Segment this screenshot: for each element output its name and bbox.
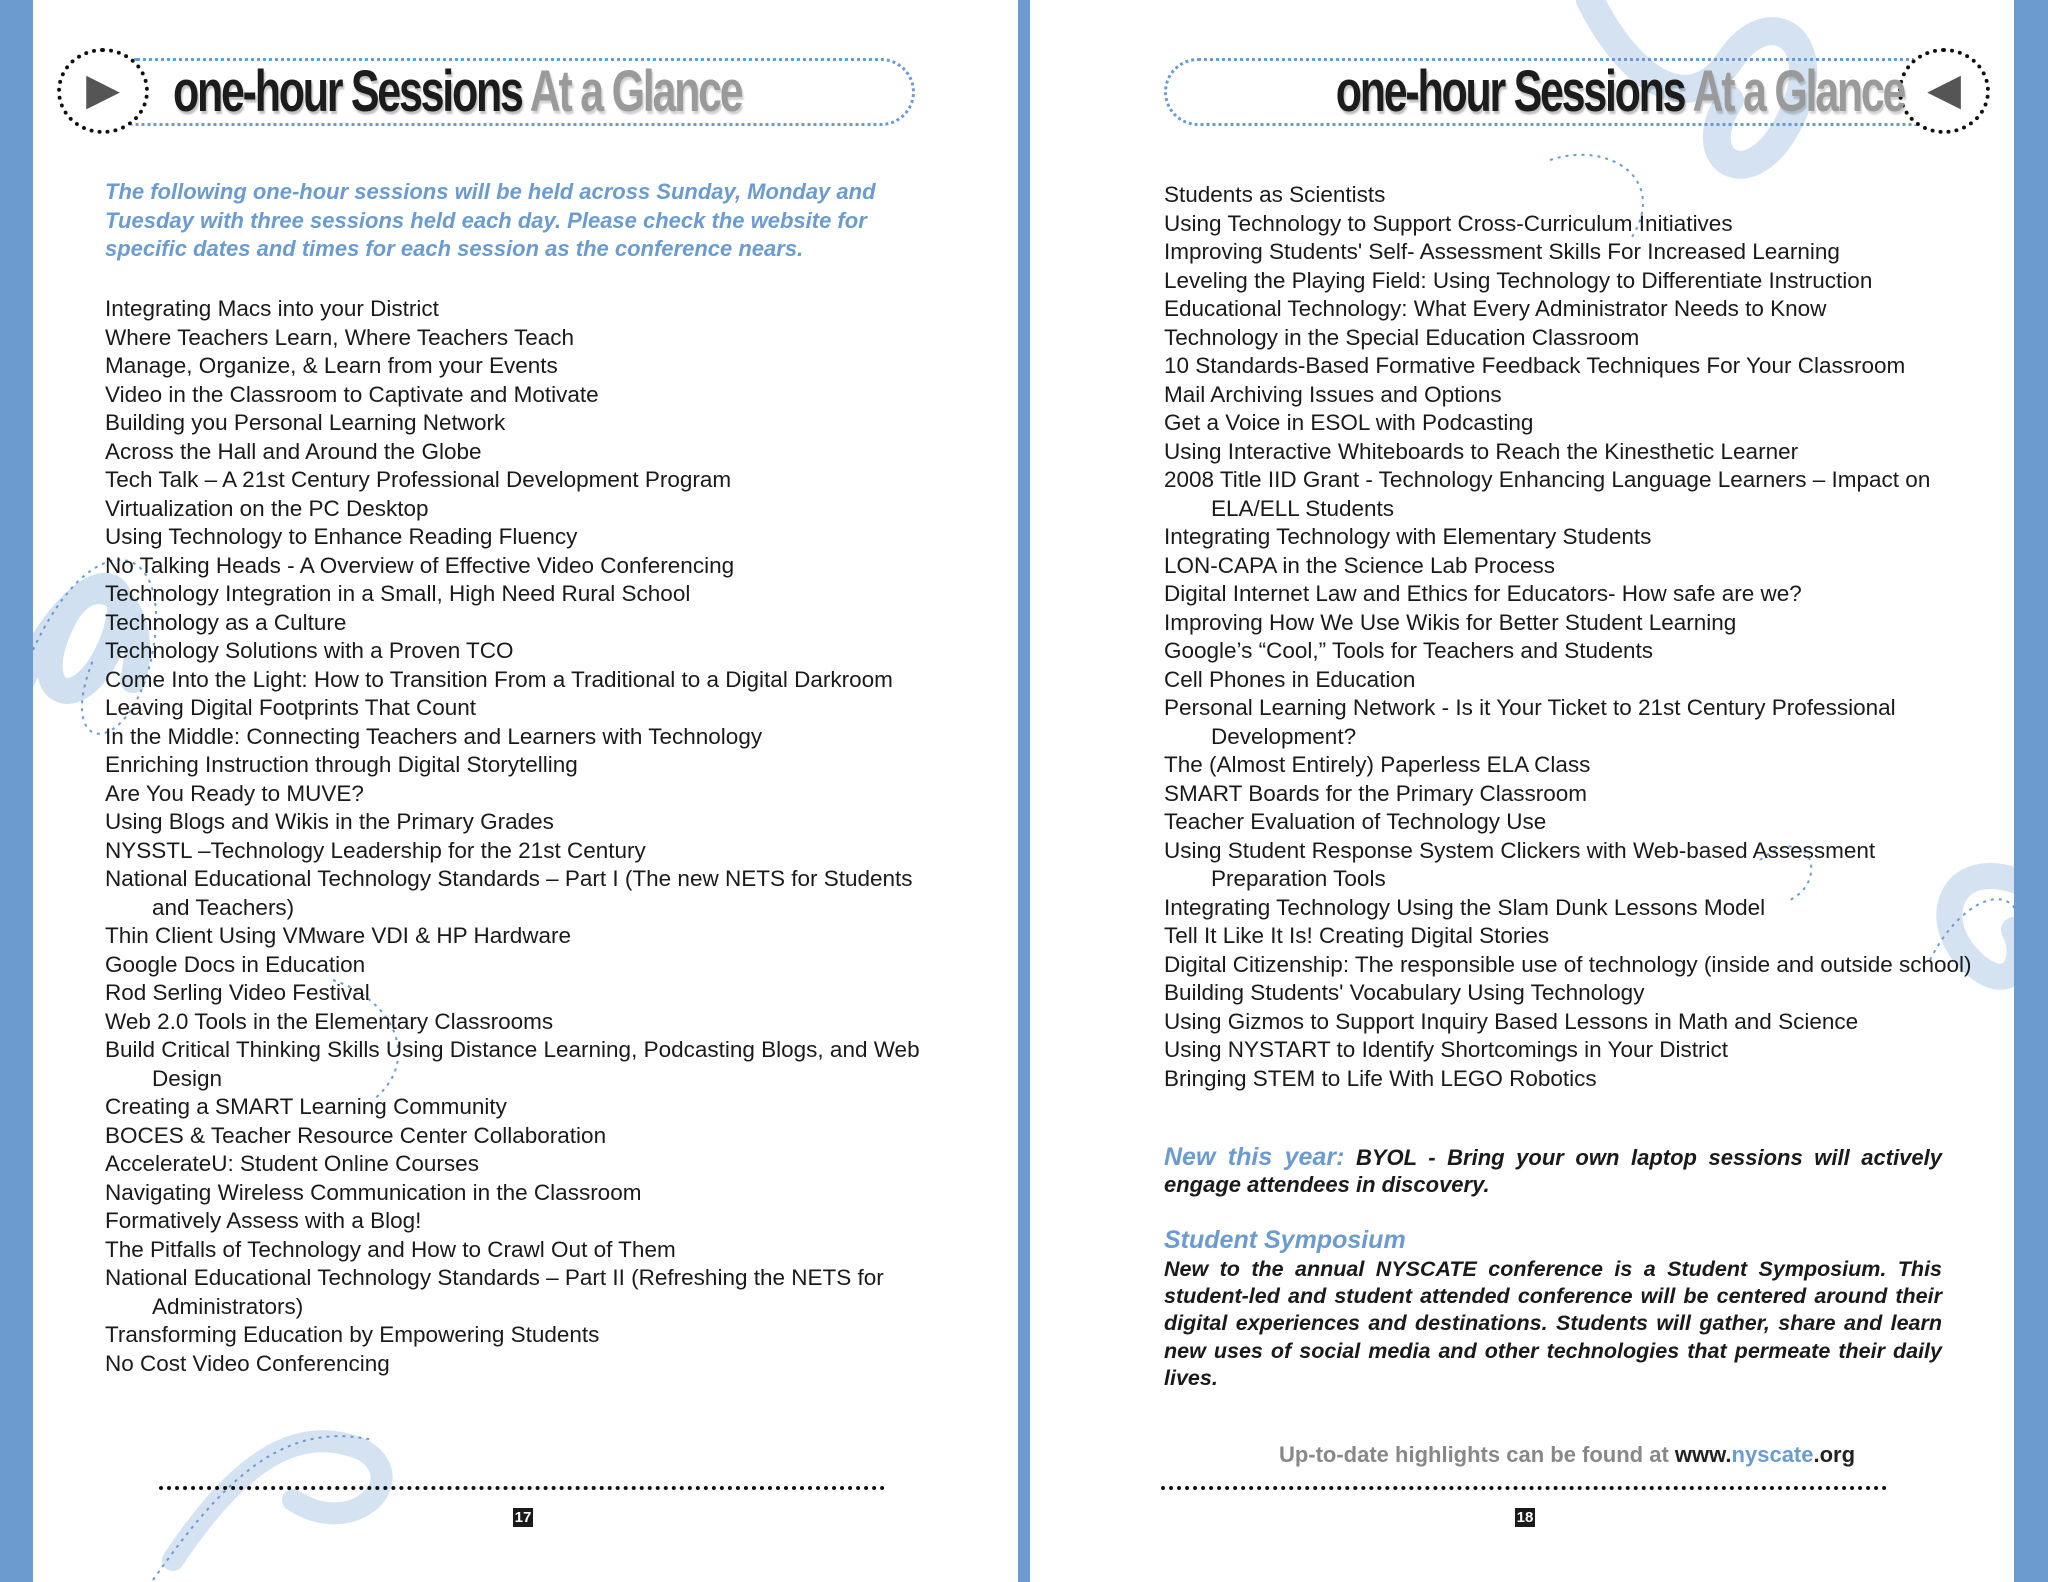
session-item: Are You Ready to MUVE?	[105, 780, 364, 806]
session-item: Integrating Macs into your District	[105, 296, 439, 321]
session-item: Build Critical Thinking Skills Using Distance Learning, Podcasting Blogs, and Web Design	[105, 1037, 920, 1091]
play-left-icon: ◀	[1927, 64, 1961, 115]
session-item: National Educational Technology Standards – Part I (The new NETS for Students and Teachers)	[105, 866, 913, 920]
left-page	[33, 0, 1018, 1582]
session-item: SMART Boards for the Primary Classroom	[1164, 780, 1588, 806]
url-tld: .org	[1813, 1442, 1856, 1467]
title-subtitle: At a Glance	[1692, 59, 1904, 124]
session-item: Creating a SMART Learning Community	[105, 1094, 507, 1119]
session-item: Bringing STEM to Life With LEGO Robotics	[1164, 1065, 1597, 1091]
session-item: AccelerateU: Student Online Courses	[105, 1151, 479, 1176]
session-item: Using NYSTART to Identify Shortcomings in Your District	[1164, 1037, 1728, 1062]
title-subtitle: At a Glance	[529, 59, 742, 124]
session-item: Leveling the Playing Field: Using Technology to Differentiate Instruction	[1164, 267, 1873, 293]
session-item: Thin Client Using VMware VDI & HP Hardware	[105, 923, 571, 948]
session-item: Personal Learning Network - Is it Your Ticket to 21st Century Professional Development?	[1164, 695, 1896, 749]
session-item: Technology Integration in a Small, High Need Rural School	[105, 581, 691, 606]
session-item: Educational Technology: What Every Administrator Needs to Know	[1164, 296, 1827, 321]
session-list-right	[1164, 181, 1994, 1093]
new-this-year-note	[1164, 1144, 1942, 1198]
session-item: Using Gizmos to Support Inquiry Based Lessons in Math and Science	[1164, 1008, 1859, 1034]
footer-divider	[1161, 1486, 1887, 1490]
session-item: Using Technology to Support Cross-Curriculum Initiatives	[1164, 210, 1733, 236]
session-item: Building you Personal Learning Network	[105, 410, 506, 435]
session-item: In the Middle: Connecting Teachers and Learners with Technology	[105, 723, 763, 749]
session-item: Video in the Classroom to Captivate and Motivate	[105, 381, 599, 407]
url-domain: nyscate	[1731, 1442, 1814, 1467]
session-item: Virtualization on the PC Desktop	[105, 495, 429, 521]
session-item: Using Interactive Whiteboards to Reach the Kinesthetic Learner	[1164, 438, 1799, 464]
session-item: Google’s “Cool,” Tools for Teachers and Students	[1164, 638, 1654, 663]
symposium-text: New to the annual NYSCATE conference is a Student Symposium. This student-led and student attended conference will be centered around their digital experiences and destinations. Students will gather, share and learn new uses of social media and other technologies that permeate their daily lives.	[1164, 1257, 1942, 1390]
session-item: Where Teachers Learn, Where Teachers Teach	[105, 324, 575, 350]
page-number: 17	[514, 1509, 532, 1526]
session-item: Tell It Like It Is! Creating Digital Stories	[1164, 923, 1550, 948]
session-item: Students as Scientists	[1164, 182, 1386, 207]
session-item: Manage, Organize, & Learn from your Events	[105, 353, 558, 378]
session-item: Mail Archiving Issues and Options	[1164, 381, 1502, 407]
session-item: The (Almost Entirely) Paperless ELA Class	[1164, 752, 1591, 777]
session-item: Enriching Instruction through Digital Storytelling	[105, 752, 578, 777]
session-item: Integrating Technology Using the Slam Dunk Lessons Model	[1164, 894, 1766, 920]
title-main: one-hour Sessions	[173, 59, 522, 124]
session-item: Improving Students' Self- Assessment Skills For Increased Learning	[1164, 239, 1840, 264]
session-item: Web 2.0 Tools in the Elementary Classrooms	[105, 1008, 554, 1034]
session-item: Integrating Technology with Elementary Students	[1164, 524, 1652, 549]
footer-prefix: Up-to-date highlights can be found at	[1278, 1442, 1675, 1467]
session-item: Technology as a Culture	[105, 609, 347, 635]
session-item: No Cost Video Conferencing	[105, 1350, 390, 1376]
symposium-heading: Student Symposium	[1164, 1226, 1406, 1254]
new-this-year-label: New this year:	[1164, 1143, 1345, 1171]
session-item: NYSSTL –Technology Leadership for the 21st Century	[105, 837, 646, 863]
session-list-left	[105, 295, 935, 1378]
page-title	[1336, 56, 1904, 128]
session-item: Navigating Wireless Communication in the Classroom	[105, 1179, 642, 1205]
session-item: 10 Standards-Based Formative Feedback Techniques For Your Classroom	[1164, 353, 1906, 378]
session-item: Technology Solutions with a Proven TCO	[105, 638, 514, 663]
url-www: www.	[1674, 1442, 1732, 1467]
session-item: Improving How We Use Wikis for Better Student Learning	[1164, 609, 1737, 635]
session-item: Cell Phones in Education	[1164, 666, 1416, 692]
session-item: Digital Citizenship: The responsible use of technology (inside and outside school)	[1164, 951, 1972, 977]
session-item: Teacher Evaluation of Technology Use	[1164, 809, 1547, 834]
session-item: Formatively Assess with a Blog!	[105, 1208, 422, 1233]
session-item: 2008 Title IID Grant - Technology Enhancing Language Learners – Impact on ELA/ELL Students	[1164, 467, 1931, 521]
footer-note	[1164, 1442, 1970, 1468]
session-item: Tech Talk – A 21st Century Professional Development Program	[105, 467, 732, 492]
website-link[interactable]	[1675, 1442, 1855, 1467]
previous-page-button[interactable]	[57, 48, 149, 134]
intro-text: The following one-hour sessions will be held across Sunday, Monday and Tuesday with three sessions held each day. Please check the website for specific dates and times for each session as the conference nears.	[105, 179, 876, 261]
session-item: Across the Hall and Around the Globe	[105, 438, 482, 464]
session-item: National Educational Technology Standards – Part II (Refreshing the NETS for Administrators)	[105, 1265, 884, 1319]
footer-divider	[159, 1486, 885, 1490]
session-item: BOCES & Teacher Resource Center Collaboration	[105, 1122, 607, 1148]
session-item: Building Students' Vocabulary Using Technology	[1164, 980, 1645, 1005]
new-this-year-text: BYOL - Bring your own laptop sessions will actively engage attendees in discovery.	[1164, 1145, 1942, 1197]
right-page	[1030, 0, 2014, 1582]
page-number: 18	[1516, 1509, 1534, 1526]
session-item: Digital Internet Law and Ethics for Educators- How safe are we?	[1164, 581, 1802, 606]
title-main: one-hour Sessions	[1335, 59, 1685, 124]
session-item: Using Blogs and Wikis in the Primary Grades	[105, 809, 554, 834]
session-item: Transforming Education by Empowering Students	[105, 1322, 600, 1347]
session-item: Using Technology to Enhance Reading Fluency	[105, 524, 578, 549]
session-item: Google Docs in Education	[105, 951, 366, 977]
session-item: Come Into the Light: How to Transition From a Traditional to a Digital Darkroom	[105, 666, 893, 692]
session-item: Using Student Response System Clickers with Web-based Assessment Preparation Tools	[1164, 837, 1876, 891]
session-item: Get a Voice in ESOL with Podcasting	[1164, 410, 1534, 435]
session-item: LON-CAPA in the Science Lab Process	[1164, 552, 1556, 578]
session-item: Technology in the Special Education Classroom	[1164, 324, 1640, 350]
session-item: Rod Serling Video Festival	[105, 980, 370, 1005]
play-right-icon: ▶	[86, 64, 120, 115]
session-item: The Pitfalls of Technology and How to Crawl Out of Them	[105, 1236, 676, 1262]
page-title	[173, 56, 741, 128]
session-item: No Talking Heads - A Overview of Effective Video Conferencing	[105, 552, 735, 578]
session-item: Leaving Digital Footprints That Count	[105, 695, 477, 720]
next-page-button[interactable]	[1898, 48, 1990, 134]
